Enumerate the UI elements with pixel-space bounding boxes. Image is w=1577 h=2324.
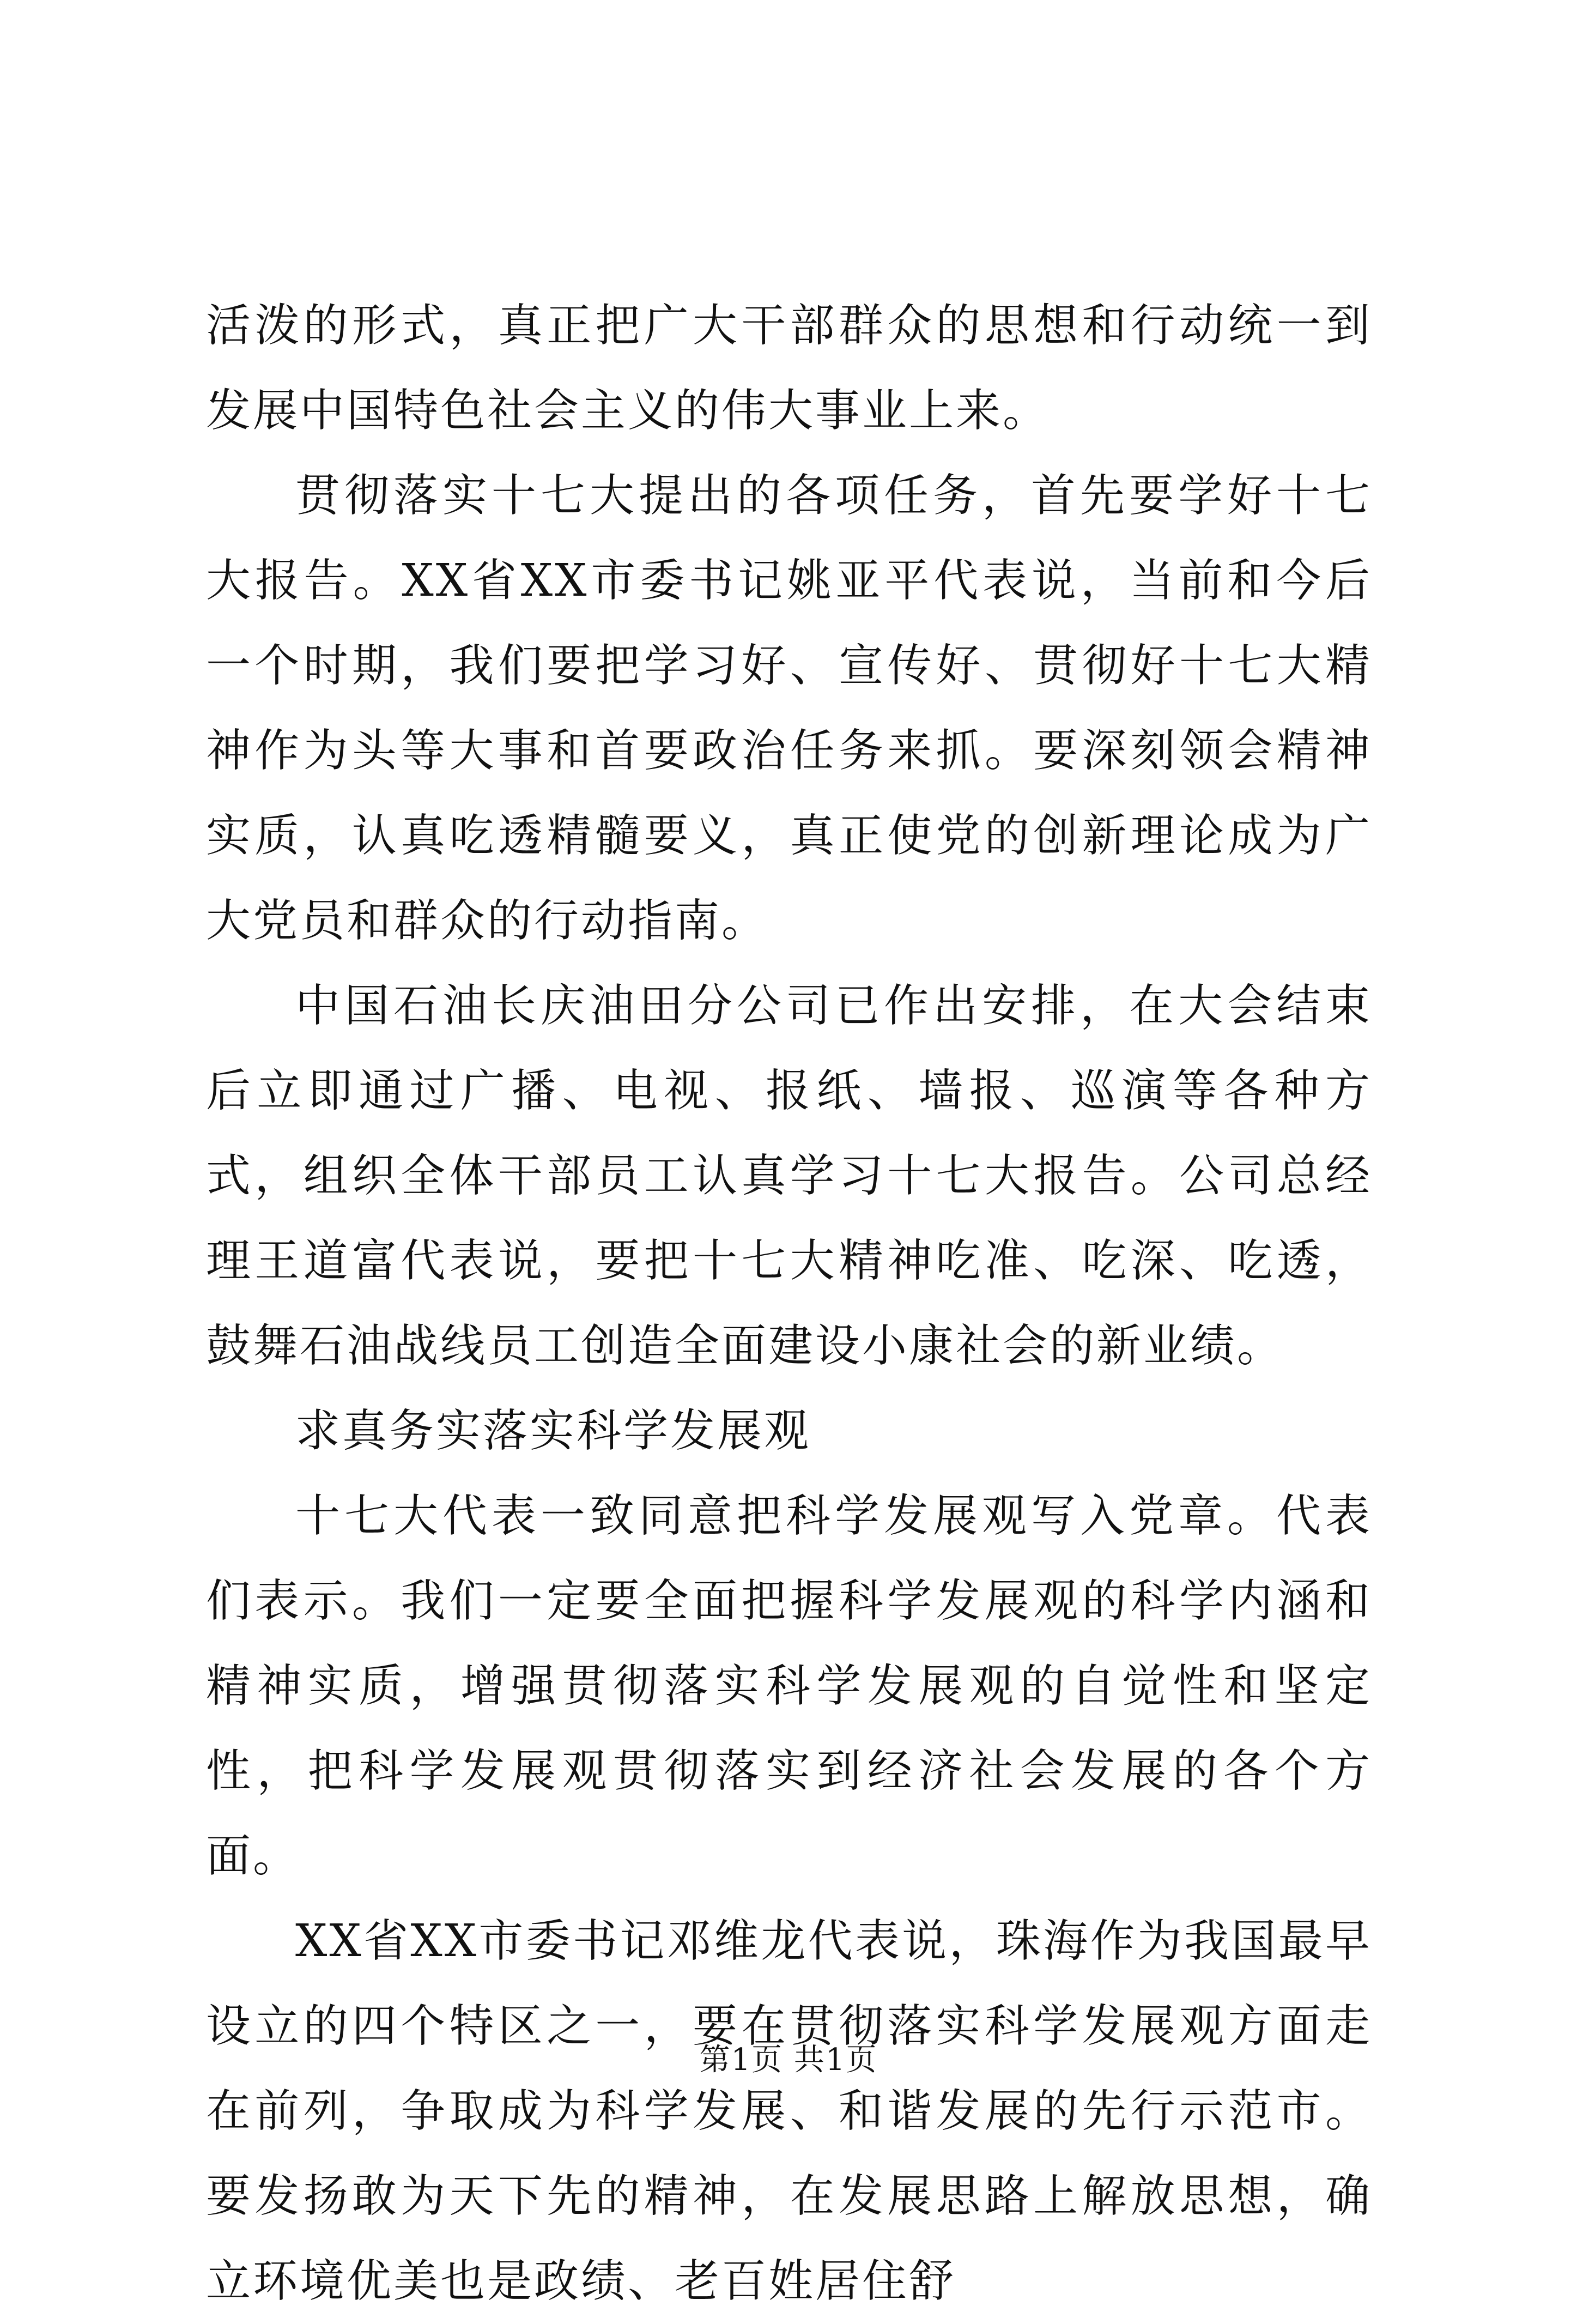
paragraph: 活泼的形式，真正把广大干部群众的思想和行动统一到发展中国特色社会主义的伟大事业上来。 xyxy=(206,300,1372,437)
document-body xyxy=(206,283,1372,2324)
page-number-label: 第1页 共1页 xyxy=(699,2042,878,2078)
paragraph: 中国石油长庆油田分公司已作出安排，在大会结束后立即通过广播、电视、报纸、墙报、巡演等各种方式，组织全体干部员工认真学习十七大报告。公司总经理王道富代表说，要把十七大精神吃准、吃深、吃透，鼓舞石油战线员工创造全面建设小康社会的新业绩。 xyxy=(206,980,1372,1372)
paragraph: 十七大代表一致同意把科学发展观写入党章。代表们表示。我们一定要全面把握科学发展观的科学内涵和精神实质，增强贯彻落实科学发展观的自觉性和坚定性，把科学发展观贯彻落实到经济社会发展的各个方面。 xyxy=(206,1490,1372,1882)
paragraph: XX省XX市委书记邓维龙代表说，珠海作为我国最早设立的四个特区之一，要在贯彻落实科学发展观方面走在前列，争取成为科学发展、和谐发展的先行示范市。要发扬敢为天下先的精神，在发展思路上解放思想，确立环境优美也是政绩、老百姓居住舒 xyxy=(206,1915,1372,2307)
page-footer xyxy=(0,2038,1577,2082)
paragraph: 贯彻落实十七大提出的各项任务，首先要学好十七大报告。XX省XX市委书记姚亚平代表说，当前和今后一个时期，我们要把学习好、宣传好、贯彻好十七大精神作为头等大事和首要政治任务来抓。要深刻领会精神实质，认真吃透精髓要义，真正使党的创新理论成为广大党员和群众的行动指南。 xyxy=(206,470,1372,947)
section-heading: 求真务实落实科学发展观 xyxy=(295,1405,811,1457)
